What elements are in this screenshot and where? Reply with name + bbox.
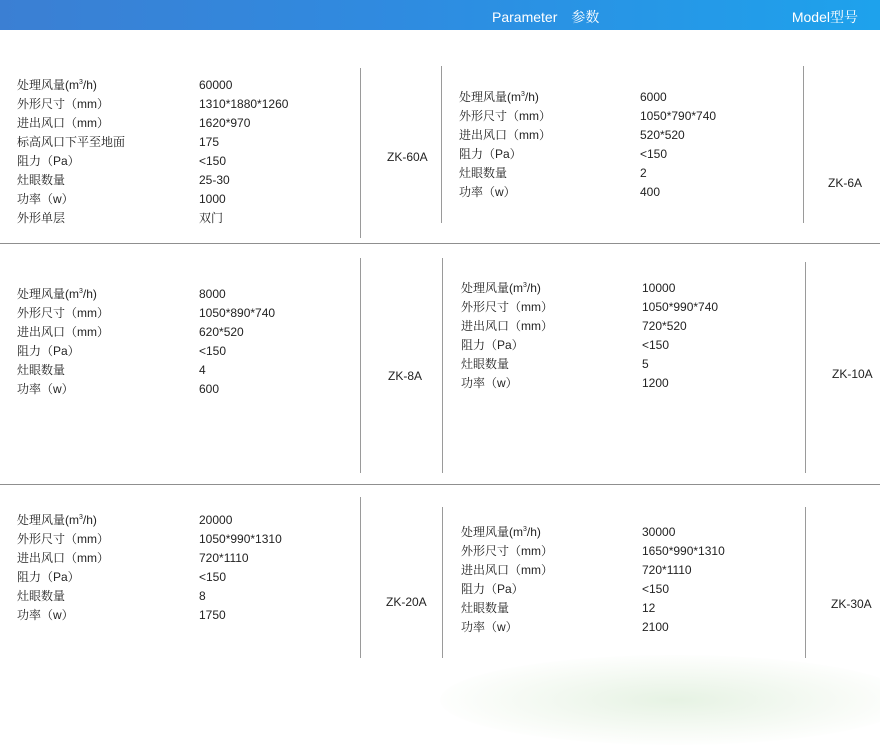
spec-value: 1050*990*740 [642, 300, 719, 314]
spec-label: 灶眼数量 [459, 166, 508, 180]
spec-value: 720*1110 [199, 551, 249, 565]
spec-label: 处理风量$(m^3/h)$ [461, 281, 541, 295]
spec-label: 功率（w） [461, 376, 518, 390]
spec-label: 阻力（Pa） [461, 338, 524, 352]
row-divider [0, 484, 880, 485]
column-divider [360, 68, 361, 238]
spec-label: 进出风口（mm） [459, 128, 551, 142]
spec-value: 1000 [199, 192, 226, 206]
spec-label: 处理风量$(m^3/h)$ [17, 287, 97, 301]
column-divider [441, 66, 442, 223]
spec-label: 外形尺寸（mm） [17, 532, 109, 546]
spec-value: 1050*990*1310 [199, 532, 282, 546]
spec-value: 5 [642, 357, 649, 371]
spec-label: 阻力（Pa） [17, 570, 80, 584]
header-model-label: Model型号 [791, 9, 858, 25]
spec-value: 720*520 [642, 319, 687, 333]
spec-value: <150 [642, 338, 670, 352]
spec-label: 进出风口（mm） [17, 551, 109, 565]
spec-label: 外形尺寸（mm） [461, 544, 553, 558]
spec-label: 进出风口（mm） [461, 319, 553, 333]
spec-label: 处理风量$(m^3/h)$ [461, 525, 541, 539]
spec-value: <150 [640, 147, 668, 161]
spec-label: 功率（w） [459, 185, 516, 199]
spec-value: <150 [642, 582, 670, 596]
column-divider [360, 258, 361, 473]
spec-label: 灶眼数量 [17, 363, 66, 377]
header-parameter-label: Parameter 参数 [492, 9, 600, 25]
spec-value: 12 [642, 601, 656, 615]
column-divider [805, 262, 806, 473]
spec-label: 处理风量$(m^3/h)$ [459, 90, 539, 104]
row-divider [0, 243, 880, 244]
spec-label: 外形单层 [17, 211, 66, 225]
header-bar [0, 0, 880, 30]
spec-value: 400 [640, 185, 661, 199]
spec-value: <150 [199, 344, 227, 358]
spec-value: 25-30 [199, 173, 230, 187]
model-label: ZK-60A [387, 150, 428, 164]
background-watermark [440, 655, 880, 745]
spec-value: 1310*1880*1260 [199, 97, 289, 111]
spec-label: 外形尺寸（mm） [17, 97, 109, 111]
spec-label: 灶眼数量 [461, 357, 510, 371]
spec-value: 8 [199, 589, 206, 603]
model-label: ZK-10A [832, 367, 873, 381]
spec-value: 30000 [642, 525, 676, 539]
spec-label: 阻力（Pa） [17, 154, 80, 168]
spec-label: 灶眼数量 [461, 601, 510, 615]
spec-value: 双门 [199, 211, 224, 225]
spec-value: 2100 [642, 620, 669, 634]
spec-label: 阻力（Pa） [461, 582, 524, 596]
spec-label: 阻力（Pa） [17, 344, 80, 358]
column-divider [360, 497, 361, 658]
spec-value: 1050*890*740 [199, 306, 276, 320]
spec-value: 620*520 [199, 325, 244, 339]
spec-value: 4 [199, 363, 206, 377]
spec-label: 进出风口（mm） [17, 325, 109, 339]
spec-label: 外形尺寸（mm） [17, 306, 109, 320]
spec-value: 1050*790*740 [640, 109, 717, 123]
spec-label: 功率（w） [17, 192, 74, 206]
spec-value: 60000 [199, 78, 233, 92]
spec-value: 8000 [199, 287, 226, 301]
spec-value: 2 [640, 166, 647, 180]
spec-value: <150 [199, 154, 227, 168]
spec-label: 功率（w） [461, 620, 518, 634]
spec-label: 功率（w） [17, 382, 74, 396]
spec-value: 175 [199, 135, 220, 149]
column-divider [803, 66, 804, 223]
spec-label: 进出风口（mm） [461, 563, 553, 577]
column-divider [442, 507, 443, 658]
spec-label: 处理风量$(m^3/h)$ [17, 78, 97, 92]
spec-value: 720*1110 [642, 563, 692, 577]
spec-label: 标高风口下平至地面 [17, 135, 126, 149]
spec-value: 20000 [199, 513, 233, 527]
column-divider [442, 258, 443, 473]
spec-value: 520*520 [640, 128, 685, 142]
model-label: ZK-30A [831, 597, 872, 611]
model-label: ZK-6A [828, 176, 863, 190]
spec-value: 1750 [199, 608, 226, 622]
spec-value: 6000 [640, 90, 667, 104]
column-divider [805, 507, 806, 658]
spec-value: 1620*970 [199, 116, 251, 130]
spec-label: 功率（w） [17, 608, 74, 622]
spec-label: 外形尺寸（mm） [459, 109, 551, 123]
spec-value: 600 [199, 382, 220, 396]
spec-label: 外形尺寸（mm） [461, 300, 553, 314]
spec-label: 处理风量$(m^3/h)$ [17, 513, 97, 527]
model-label: ZK-8A [388, 369, 423, 383]
spec-value: 10000 [642, 281, 676, 295]
spec-label: 阻力（Pa） [459, 147, 522, 161]
spec-label: 灶眼数量 [17, 589, 66, 603]
spec-label: 灶眼数量 [17, 173, 66, 187]
spec-value: 1650*990*1310 [642, 544, 725, 558]
model-label: ZK-20A [386, 595, 427, 609]
spec-value: 1200 [642, 376, 669, 390]
spec-label: 进出风口（mm） [17, 116, 109, 130]
spec-value: <150 [199, 570, 227, 584]
